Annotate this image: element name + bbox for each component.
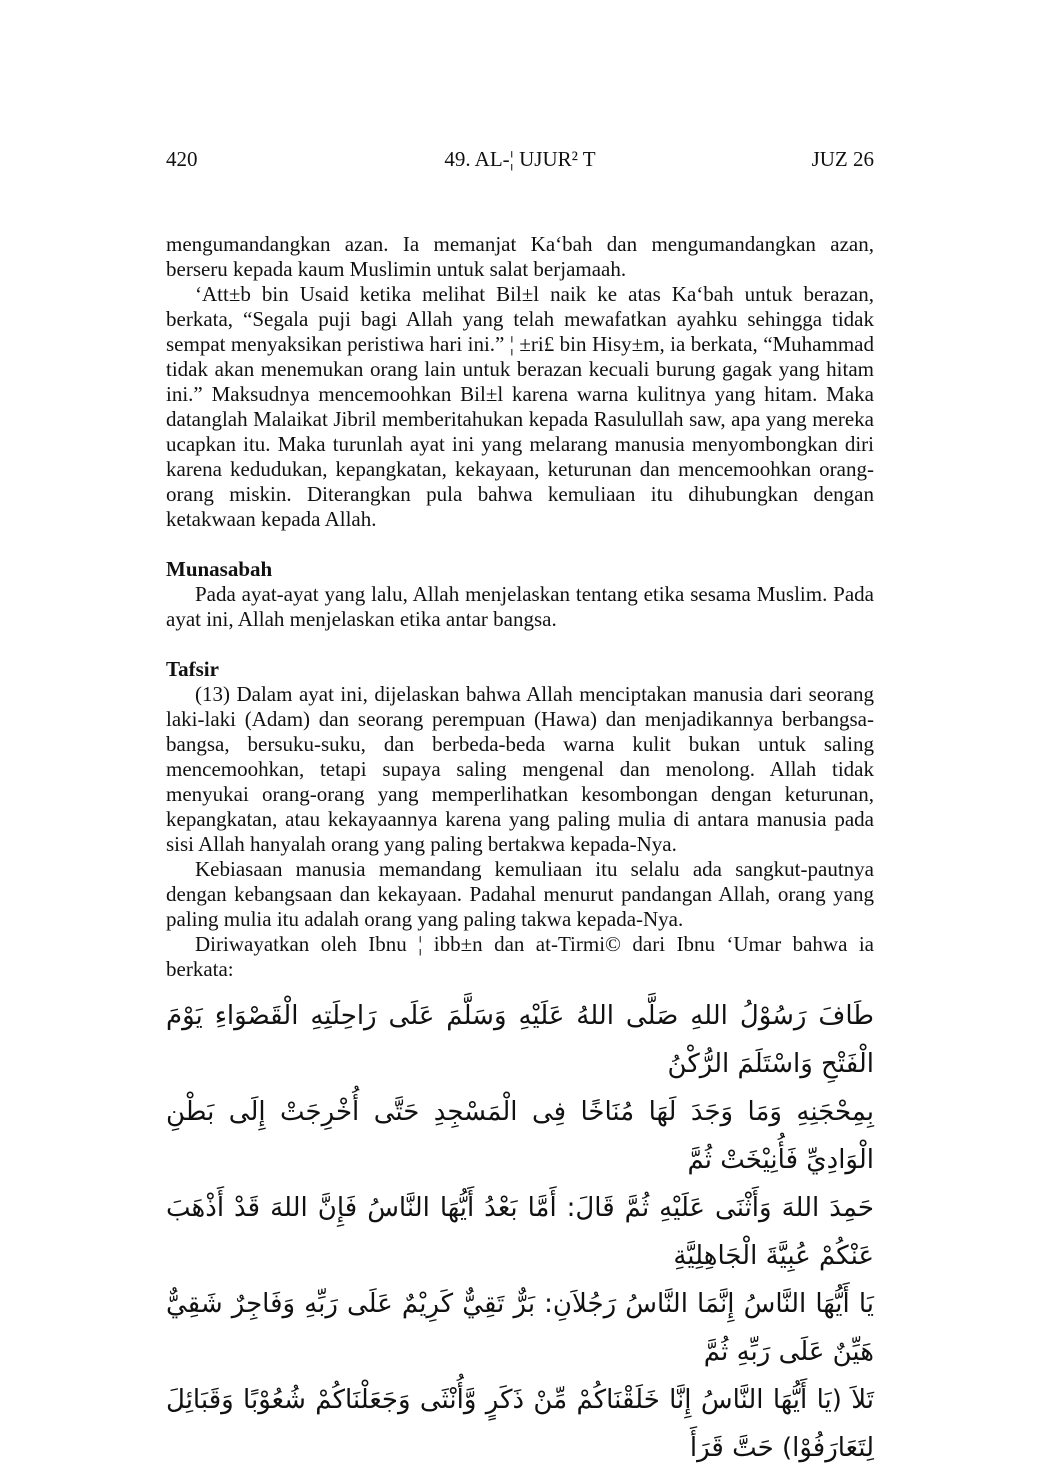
chapter-title: 49. AL-¦ UJUR² T — [444, 147, 596, 171]
munasabah-paragraph: Pada ayat-ayat yang lalu, Allah menjelaskan tentang etika sesama Muslim. Pada ayat ini, Allah menjelaskan etika antar bangsa. — [166, 582, 874, 631]
arabic-hadith-text — [166, 992, 874, 1472]
tafsir-paragraph-1: (13) Dalam ayat ini, dijelaskan bahwa Allah menciptakan manusia dari seorang laki-laki (Adam) dan seorang perempuan (Hawa) dan menjadikannya berbangsa-bangsa, bersuku-suku, dan berbeda-beda warna kulit bukan untuk saling mencemoohkan, tetapi supaya saling mengenal dan menolong. Allah tidak menyukai orang-orang yang memperlihatkan kesombongan dengan keturunan, kepangkatan, atau kekayaannya karena yang paling mulia di antara manusia pada sisi Allah hanyalah orang yang paling bertakwa kepada-Nya. — [166, 682, 874, 856]
arabic-line-5: تَلاَ (يَا أَيُّهَا النَّاسُ إِنَّا خَلَقْنَاكُمْ مِّنْ ذَكَرٍ وَّأُنْثَى وَجَعَلْنَاكُمْ شُعُوْبًا وَقَبَائِلَ لِتَعَارَفُوْا) حَتَّ قَرَأَ — [166, 1385, 874, 1463]
tafsir-paragraph-2: Kebiasaan manusia memandang kemuliaan itu selalu ada sangkut-pautnya dengan kebangsaan dan kekayaan. Padahal menurut pandangan Allah, orang yang paling mulia itu adalah orang yang paling takwa kepada-Nya. — [166, 857, 874, 931]
section-gap — [166, 532, 874, 557]
arabic-line-4: يَا أَيُّهَا النَّاسُ إِنَّمَا النَّاسُ رَجُلاَنِ: بَرٌّ تَقِيٌّ كَرِيْمٌ عَلَى رَبِّهِ وَفَاجِرٌ شَقِيٌّ هَيِّنٌ عَلَى رَبِّهِ ثُمَّ — [166, 1289, 874, 1367]
tafsir-paragraph-3: Diriwayatkan oleh Ibnu ¦ ibb±n dan at-Tirmi© dari Ibnu ‘Umar bahwa ia berkata: — [166, 932, 874, 981]
intro-paragraph-1: mengumandangkan azan. Ia memanjat Ka‘bah dan mengumandangkan azan, berseru kepada kaum Muslimin untuk salat berjamaah. — [166, 232, 874, 281]
munasabah-heading: Munasabah — [166, 557, 273, 581]
tafsir-heading: Tafsir — [166, 657, 219, 681]
section-gap — [166, 632, 874, 657]
juz-label: JUZ 26 — [811, 147, 874, 171]
arabic-line-1: طَافَ رَسُوْلُ اللهِ صَلَّى اللهُ عَلَيْهِ وَسَلَّمَ عَلَى رَاحِلَتِهِ الْقَصْوَاءِ يَوْمَ الْفَتْحِ وَاسْتَلَمَ الرُّكْنُ — [166, 1001, 874, 1079]
arabic-line-3: حَمِدَ اللهَ وَأَثْنَى عَلَيْهِ ثُمَّ قَالَ: أَمَّا بَعْدُ أَيُّهَا النَّاسُ فَإِنَّ اللهَ قَدْ أَذْهَبَ عَنْكُمْ عُبِيَّةَ الْجَاهِلِيَّةِ — [166, 1193, 874, 1271]
page-number: 420 — [166, 147, 198, 171]
page-body — [166, 232, 874, 1472]
page-header — [166, 144, 874, 174]
intro-paragraph-2: ‘Att±b bin Usaid ketika melihat Bil±l naik ke atas Ka‘bah untuk berazan, berkata, “Segala puji bagi Allah yang telah mewafatkan ayahku sehingga tidak sempat menyaksikan peristiwa hari ini.” ¦ ±ri£ bin Hisy±m, ia berkata, “Muhammad tidak akan menemukan orang lain untuk berazan kecuali burung gagak yang hitam ini.” Maksudnya mencemoohkan Bil±l karena warna kulitnya yang hitam. Maka datanglah Malaikat Jibril memberitahukan kepada Rasulullah saw, apa yang mereka ucapkan itu. Maka turunlah ayat ini yang melarang manusia menyombongkan diri karena kedudukan, kepangkatan, kekayaan, keturunan dan mencemoohkan orang-orang miskin. Diterangkan pula bahwa kemuliaan itu dihubungkan dengan ketakwaan kepada Allah. — [166, 282, 874, 531]
arabic-line-2: بِمِحْجَنِهِ وَمَا وَجَدَ لَهَا مُنَاخًا فِى الْمَسْجِدِ حَتَّى أُخْرِجَتْ إِلَى بَطْنِ الْوَادِيِّ فَأُنِيْخَتْ ثُمَّ — [166, 1097, 874, 1175]
